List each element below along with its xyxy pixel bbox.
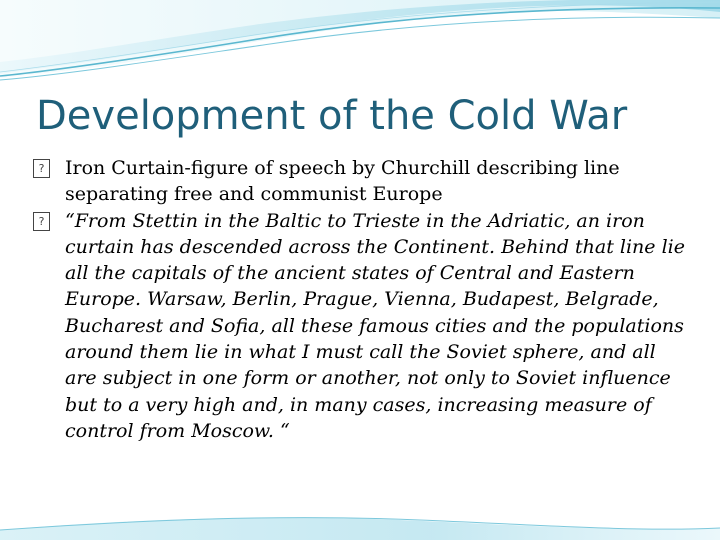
footer-wave-decoration [0,500,720,540]
unknown-glyph-icon: ? [33,159,50,178]
unknown-glyph-icon: ? [33,212,50,231]
bullet-item [33,155,693,208]
slide-title: Development of the Cold War [36,93,628,139]
bullet-item-quote [33,208,693,445]
bullet-list [33,155,693,444]
bullet-text-quote: “From Stettin in the Baltic to Trieste in the Adriatic, an iron curtain has descended across the Continent. Behind that line lie all the capitals of the ancient states of Central and Eastern Europe. Warsaw, Berlin, Prague, Vienna, Budapest, Belgrade, Bucharest and Sofia, all these famous cities and the populations around them lie in what I must call the Soviet sphere, and all are subject in one form or another, not only to Soviet influence but to a very high and, in many cases, increasing measure of control from Moscow. “ [65,209,685,442]
header-wave-decoration [0,0,720,90]
bullet-text: Iron Curtain-figure of speech by Churchill describing line separating free and communist Europe [65,157,620,206]
